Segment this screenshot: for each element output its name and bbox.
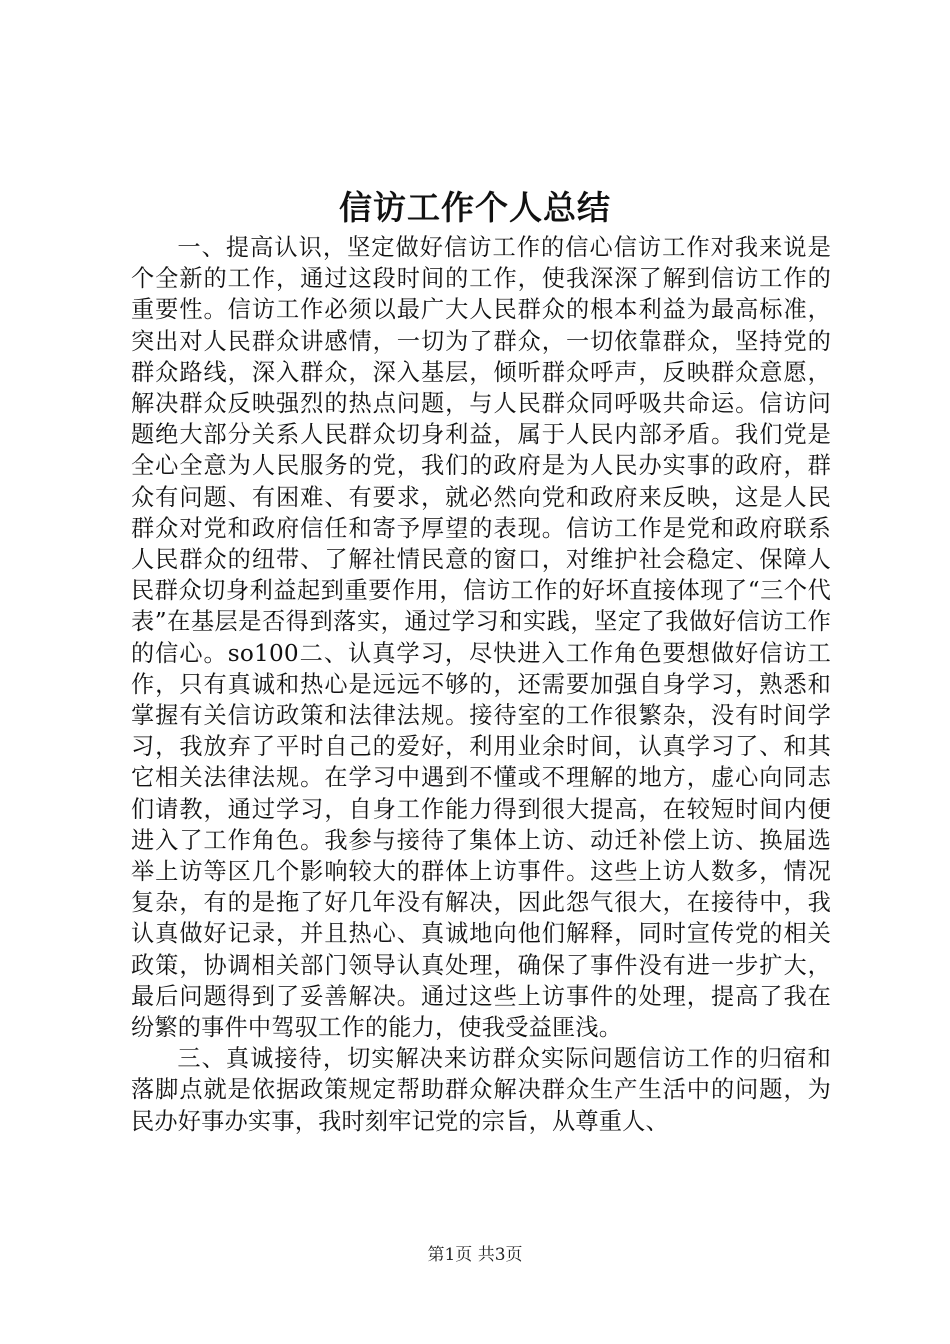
document-body <box>131 232 831 1137</box>
paragraph-2: 三、真诚接待，切实解决来访群众实际问题信访工作的归宿和落脚点就是依据政策规定帮助群众解决群众生产生活中的问题，为民办好事办实事，我时刻牢记党的宗旨，从尊重人、 <box>131 1045 831 1135</box>
paragraph-1: 一、提高认识，坚定做好信访工作的信心信访工作对我来说是个全新的工作，通过这段时间的工作，使我深深了解到信访工作的重要性。信访工作必须以最广大人民群众的根本利益为最高标准，突出对人民群众讲感情，一切为了群众，一切依靠群众，坚持党的群众路线，深入群众，深入基层，倾听群众呼声，反映群众意愿，解决群众反映强烈的热点问题，与人民群众同呼吸共命运。信访问题绝大部分关系人民群众切身利益，属于人民内部矛盾。我们党是全心全意为人民服务的党，我们的政府是为人民办实事的政府，群众有问题、有困难、有要求，就必然向党和政府来反映，这是人民群众对党和政府信任和寄予厚望的表现。信访工作是党和政府联系人民群众的纽带、了解社情民意的窗口，对维护社会稳定、保障人民群众切身利益起到重要作用，信访工作的好坏直接体现了“三个代表”在基层是否得到落实，通过学习和实践，坚定了我做好信访工作的信心。so100二、认真学习，尽快进入工作角色要想做好信访工作，只有真诚和热心是远远不够的，还需要加强自身学习，熟悉和掌握有关信访政策和法律法规。接待室的工作很繁杂，没有时间学习，我放弃了平时自己的爱好，利用业余时间，认真学习了、和其它相关法律法规。在学习中遇到不懂或不理解的地方，虚心向同志们请教，通过学习，自身工作能力得到很大提高，在较短时间内便进入了工作角色。我参与接待了集体上访、动迁补偿上访、换届选举上访等区几个影响较大的群体上访事件。这些上访人数多，情况复杂，有的是拖了好几年没有解决，因此怨气很大，在接待中，我认真做好记录，并且热心、真诚地向他们解释，同时宣传党的相关政策，协调相关部门领导认真处理，确保了事件没有进一步扩大，最后问题得到了妥善解决。通过这些上访事件的处理，提高了我在纷繁的事件中驾驭工作的能力，使我受益匪浅。 <box>131 234 831 1042</box>
document-title: 信访工作个人总结 <box>339 188 611 227</box>
page-number-footer: 第1页 共3页 <box>427 1245 523 1265</box>
